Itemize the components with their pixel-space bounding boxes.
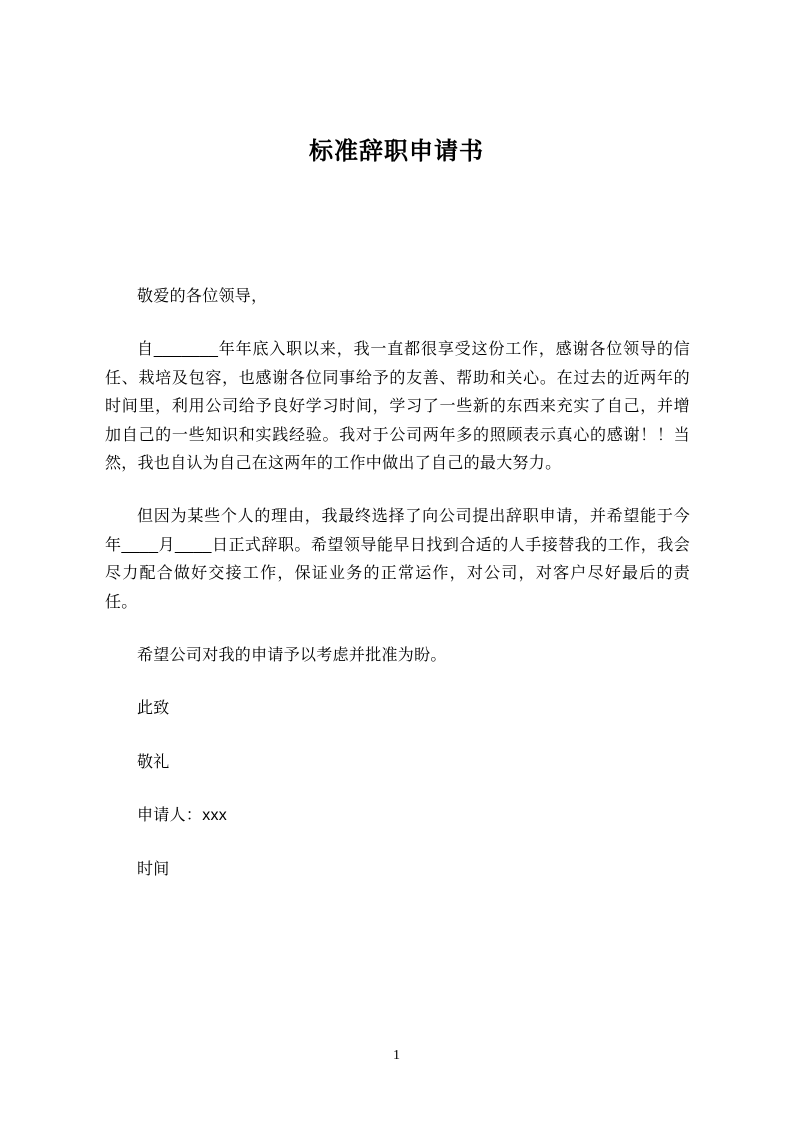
paragraph-resignation-request: 但因为某些个人的理由，我最终选择了向公司提出辞职申请，并希望能于今年____月____日正式辞职。希望领导能早日找到合适的人手接替我的工作，我会尽力配合做好交接工作，保证业务的正常运作，对公司，对客户尽好最后的责任。 [105,508,690,611]
date-line: 时间 [137,860,170,878]
page-number: 1 [393,1048,400,1063]
paragraph-approval-hope: 希望公司对我的申请予以考虑并批准为盼。 [137,647,447,665]
closing-cizhi-line: 此致 [137,700,170,718]
applicant-signature-line: 申请人：xxx [137,807,228,825]
closing-jingli-line: 敬礼 [137,753,170,771]
document-title: 标准辞职申请书 [309,138,484,165]
paragraph-intro-gratitude: 自_______年年底入职以来，我一直都很享受这份工作，感谢各位领导的信任、栽培及包容，也感谢各位同事给予的友善、帮助和关心。在过去的近两年的时间里，利用公司给予良好学习时间，学习了一些新的东西来充实了自己，并增加自己的一些知识和实践经验。我对于公司两年多的照顾表示真心的感谢！！当然，我也自认为自己在这两年的工作中做出了自己的最大努力。 [105,341,690,473]
letter-body [105,283,690,884]
salutation-line: 敬爱的各位领导， [137,288,268,305]
